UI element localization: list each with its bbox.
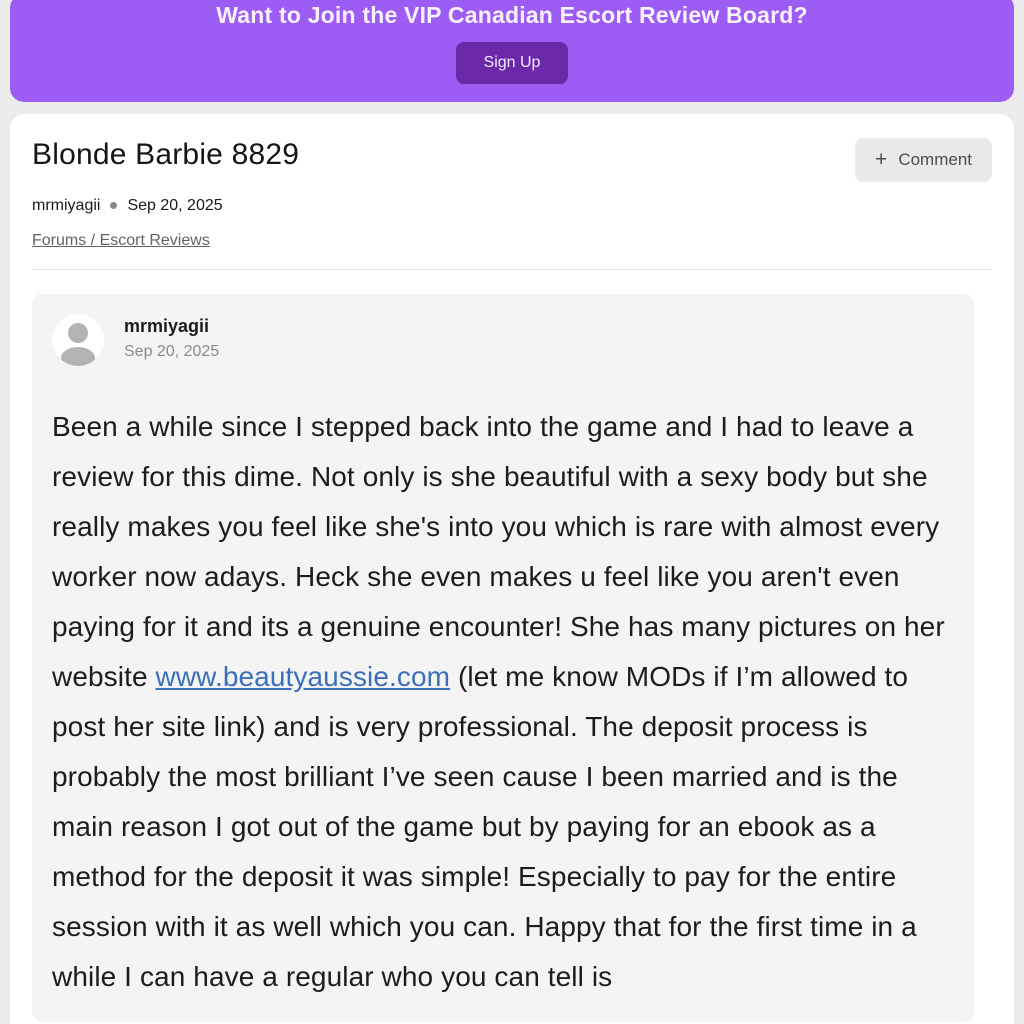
post-card: [32, 294, 974, 1022]
person-icon: [68, 323, 88, 343]
post-author: mrmiyagii: [124, 315, 210, 336]
vip-promo-banner: [10, 0, 1014, 102]
avatar: [52, 314, 104, 366]
title-row: [32, 138, 992, 182]
post-date: Sep 20, 2025: [124, 342, 220, 360]
post-website-link[interactable]: www.beautyaussie.com: [155, 660, 451, 692]
breadcrumb[interactable]: Forums / Escort Reviews: [32, 231, 210, 249]
comment-button[interactable]: [855, 138, 992, 182]
promo-heading: Want to Join the VIP Canadian Escort Review Board?: [216, 2, 808, 28]
sign-up-button[interactable]: Sign Up: [456, 42, 569, 84]
thread-byline: [32, 197, 992, 215]
divider: [32, 269, 992, 270]
plus-icon: +: [875, 148, 888, 172]
thread-author: mrmiyagii: [32, 196, 101, 214]
person-icon-shoulders: [61, 347, 95, 366]
post-author-block: [124, 314, 219, 366]
post-header: [52, 314, 954, 366]
page-title: Blonde Barbie 8829: [32, 137, 300, 171]
post-text-before-link: Been a while since I stepped back into the game and I had to leave a review for this dime. Not only is she beautiful with a sexy body but she really makes you feel like she's into you which is rare with almost every worker now adays. Heck she even makes u feel like you aren't even paying for it and its a genuine encounter! She has many pictures on her website: [52, 410, 945, 692]
post-text-after-link: (let me know MODs if I’m allowed to post her site link) and is very professional. The deposit process is probably the most brilliant I’ve seen cause I been married and is the main reason I got out of the game but by paying for an ebook as a method for the deposit it was simple! Especially to pay for the entire session with it as well which you can. Happy that for the first time in a while I can have a regular who you can tell is: [52, 660, 917, 992]
thread-date: Sep 20, 2025: [127, 196, 223, 214]
dot-separator-icon: [110, 202, 117, 209]
thread-card: [10, 114, 1014, 1024]
post-body: [52, 402, 954, 1002]
comment-button-label: Comment: [898, 149, 972, 169]
